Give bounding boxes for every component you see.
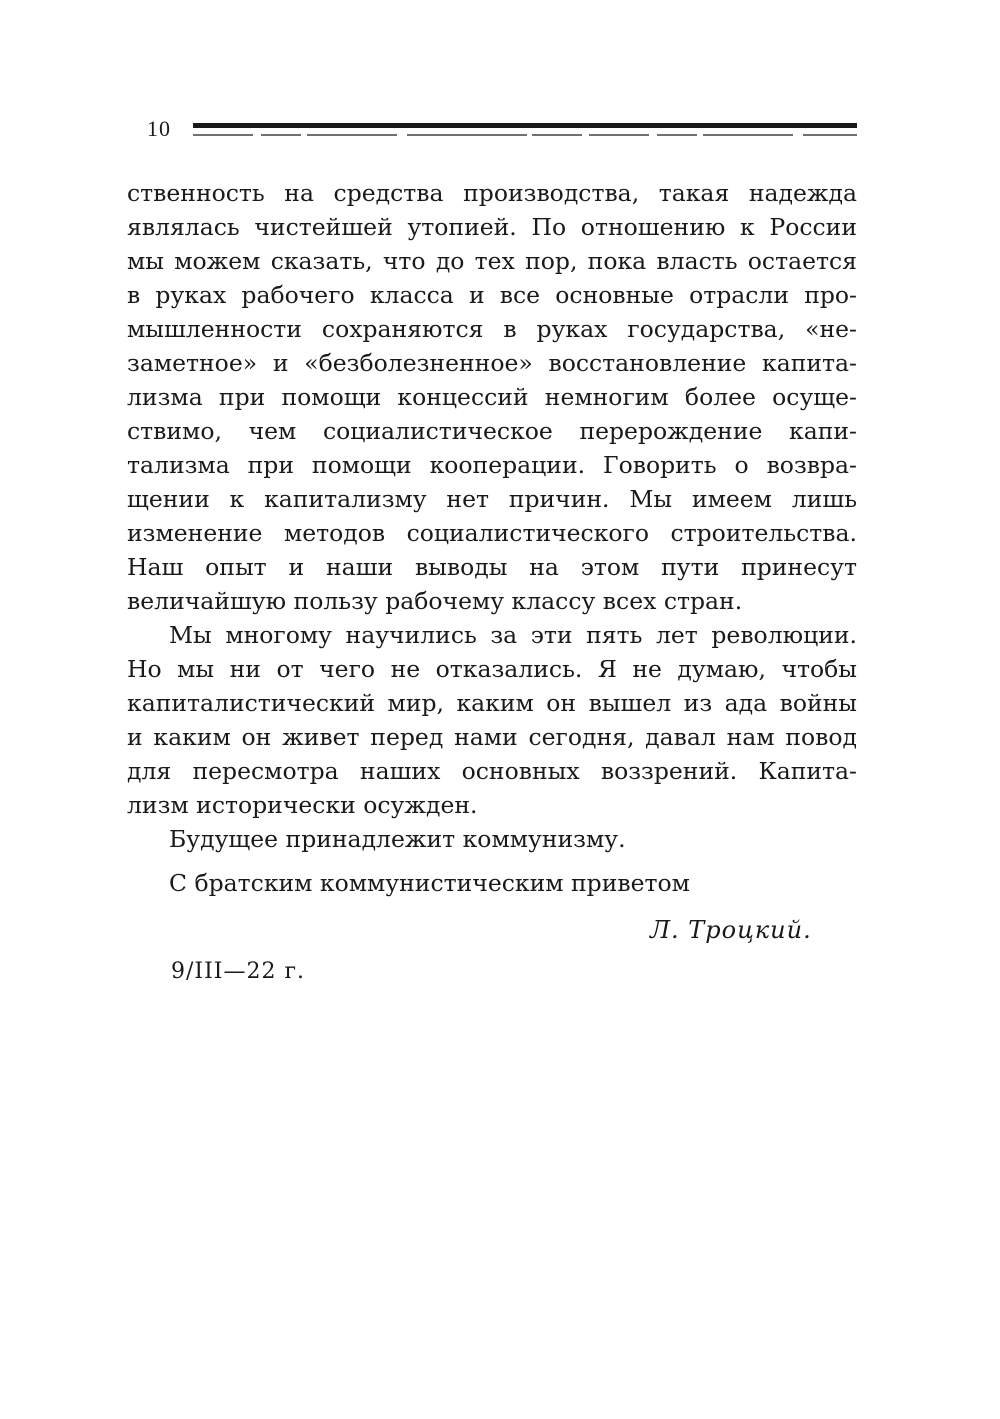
- signature: Л. Троцкий.: [650, 916, 812, 944]
- text-line: величайшую пользу рабочему классу всех стран.: [127, 587, 743, 615]
- text-line: лизма при помощи концессий немногим более осуще-: [127, 383, 857, 411]
- text-line: в руках рабочего класса и все основные отрасли про-: [127, 281, 857, 309]
- body-text: [127, 176, 857, 856]
- text-line: Будущее принадлежит коммунизму.: [169, 825, 626, 853]
- text-line: и каким он живет перед нами сегодня, давал нам повод: [127, 723, 857, 751]
- text-line: заметное» и «безболезненное» восстановление капита-: [127, 349, 857, 377]
- header-rule: [193, 121, 857, 138]
- text-line: Мы многому научились за эти пять лет революции.: [169, 621, 857, 649]
- text-line: являлась чистейшей утопией. По отношению к России: [127, 213, 857, 241]
- text-line: для пересмотра наших основных воззрений. Капита-: [127, 757, 857, 785]
- letter-date: 9/III—22 г.: [171, 959, 305, 984]
- header-rule-graphic: [193, 121, 857, 138]
- text-line: ствимо, чем социалистическое перерождение капи-: [127, 417, 857, 445]
- text-line: мышленности сохраняются в руках государства, «не-: [127, 315, 857, 343]
- text-line: мы можем сказать, что до тех пор, пока власть остается: [127, 247, 857, 275]
- text-line: Но мы ни от чего не отказались. Я не думаю, чтобы: [127, 655, 857, 683]
- closing-salutation: С братским коммунистическим приветом: [169, 869, 690, 897]
- text-line: капиталистический мир, каким он вышел из ада войны: [127, 689, 857, 717]
- text-line: тализма при помощи кооперации. Говорить о возвра-: [127, 451, 857, 479]
- text-line: лизм исторически осужден.: [127, 791, 478, 819]
- text-line: щении к капитализму нет причин. Мы имеем лишь: [127, 485, 857, 513]
- text-line: Наш опыт и наши выводы на этом пути принесут: [127, 553, 857, 581]
- text-line: ственность на средства производства, такая надежда: [127, 179, 857, 207]
- page-number: 10: [147, 116, 171, 141]
- text-line: изменение методов социалистического строительства.: [127, 519, 857, 547]
